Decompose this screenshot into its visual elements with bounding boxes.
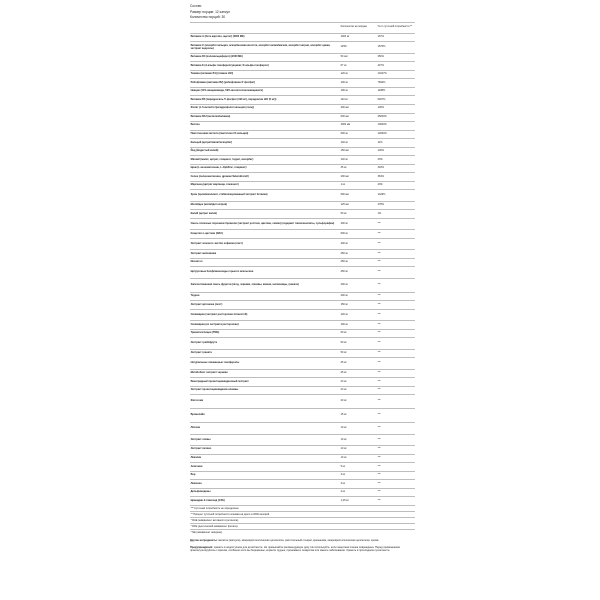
ingredient-amount: 250 мг (340, 250, 377, 259)
ingredient-name: Витамин Е (d-альфа-токоферилсукцинат, D-альфа-токоферол) (190, 62, 340, 71)
ingredient-daily-value: *** (377, 301, 415, 310)
ingredient-daily-value: 364% (377, 173, 415, 182)
table-row (190, 147, 415, 156)
ingredient-daily-value: 25000% (377, 113, 415, 122)
ingredient-daily-value: *** (377, 321, 415, 330)
ingredient-amount: 35 мг (340, 164, 377, 173)
warnings (190, 542, 415, 552)
ingredient-name: Лютеин (190, 423, 340, 434)
table-row (190, 230, 415, 239)
ingredient-daily-value: *** (377, 434, 415, 445)
ingredient-amount: 140 мг (340, 156, 377, 165)
ingredient-amount: 190 мг (340, 87, 377, 96)
ingredient-amount: 125 мкг (340, 201, 377, 210)
ingredient-daily-value: 100% (377, 105, 415, 114)
ingredient-daily-value: *** (377, 369, 415, 378)
ingredient-daily-value: *** (377, 250, 415, 259)
ingredient-name: Ликопин (190, 454, 340, 463)
ingredient-daily-value: 447% (377, 62, 415, 71)
table-row (190, 446, 415, 455)
ingredient-name: N-ацетил-L-цистеин (NAC) (190, 230, 340, 239)
ingredient-amount: 5 мг (340, 463, 377, 472)
other-ingredients (190, 535, 415, 542)
ingredient-amount: 200 мг (340, 278, 377, 292)
ingredient-amount: 10 мг (340, 446, 377, 455)
ingredient-amount: 23 мг (340, 378, 377, 387)
ingredient-amount: 600 мкг (340, 113, 377, 122)
ingredient-amount: 1155 г (340, 42, 377, 53)
table-row (190, 42, 415, 53)
table-header-row (190, 22, 415, 33)
ingredient-amount: 250 мг (340, 267, 377, 278)
footnote: * DFE (диетический эквивалент фолата). (190, 523, 415, 529)
ingredient-name: Виноградный проантоцианидиновый экстракт (190, 378, 340, 387)
ingredient-daily-value: *** (377, 423, 415, 434)
table-row (190, 181, 415, 190)
table-row (190, 105, 415, 114)
ingredient-name: Таурин (190, 292, 340, 301)
table-row (190, 338, 415, 349)
ingredient-daily-value: *** (377, 480, 415, 489)
ingredient-amount: 10 мг (340, 434, 377, 445)
ingredient-amount: 10 мг (340, 423, 377, 434)
ingredient-name: Силимарин (из экстракта расторопши) (190, 321, 340, 330)
table-row (190, 423, 415, 434)
ingredient-daily-value: *** (377, 238, 415, 249)
table-row (190, 267, 415, 278)
ingredient-name: Метабобиот экстракт черники (190, 369, 340, 378)
ingredient-amount: 10 мг (340, 454, 377, 463)
ingredient-daily-value: *** (377, 309, 415, 320)
ingredient-daily-value: 10417% (377, 70, 415, 79)
ingredient-name: Рибофлавин (витамин B2) (рибофлавин-5'-фосфат) (190, 79, 340, 88)
column-amount-header: Количество на порцию (340, 22, 377, 33)
ingredient-amount: 250 мг (340, 258, 377, 267)
ingredient-name: Витамин B6 (пиридоксаль-5'-фосфат (190 мг), пиридоксин HCl (5 мг)) (190, 96, 340, 105)
footnote: * RAE (эквивалент активности ретинола). (190, 517, 415, 523)
ingredient-amount: 600 мг (340, 230, 377, 239)
ingredient-daily-value: *** (377, 329, 415, 338)
table-row (190, 434, 415, 445)
ingredient-name: Бромелайн (190, 409, 340, 423)
table-row (190, 395, 415, 409)
ingredient-name: Молибден (молибдат натрия) (190, 201, 340, 210)
table-row (190, 33, 415, 42)
ingredient-daily-value: 1% (377, 210, 415, 219)
ingredient-daily-value: 1429% (377, 190, 415, 201)
ingredient-name: Дельфинидины (190, 488, 340, 497)
ingredient-name: Селен (селенометионин, дрожжи SelenoExcell) (190, 173, 340, 182)
ingredient-name: Биотин (190, 122, 340, 131)
ingredient-daily-value: 100% (377, 147, 415, 156)
ingredient-name: Йод (йодистый калий) (190, 147, 340, 156)
ingredient-name: Витамин С (аскорбат кальция, аскорбиновая кислота, аскорбат калия/магния, аскорбат натрия, аскорбат цинка, экстракт ацеролы) (190, 42, 340, 53)
table-row (190, 369, 415, 378)
table-row (190, 218, 415, 229)
ingredient-name: Хром (хромпиколинат, стабилизированный экстракт бетаина) (190, 190, 340, 201)
table-row (190, 309, 415, 320)
ingredient-name: Смесь полезных порошков брокколи (экстракт ростков, цветков, семян) (содержит глюкозинолаты, сульфорафан) (190, 218, 340, 229)
table-row (190, 238, 415, 249)
ingredient-amount: 50 мг (340, 349, 377, 358)
ingredient-amount: 400 мг (340, 218, 377, 229)
ingredient-amount: 150 мкг (340, 147, 377, 156)
table-row (190, 96, 415, 105)
ingredient-name: Ниацин (41% ниацинамида, 59% инозитолгексаниацината) (190, 87, 340, 96)
ingredient-name: Пантотеновая кислота (пантотенат D-кальция) (190, 130, 340, 139)
ingredient-name: Цитрусовые биофлавоноиды горького апельсина (190, 267, 340, 278)
table-row (190, 386, 415, 395)
table-row (190, 454, 415, 463)
supplement-facts-document (190, 4, 415, 552)
ingredient-amount: 100 мг (340, 321, 377, 330)
table-row (190, 79, 415, 88)
table-row (190, 497, 415, 505)
table-row (190, 190, 415, 201)
facts-title: Состав: (190, 4, 202, 8)
serving-size: Размер порции: 12 капсул (190, 9, 230, 14)
table-row (190, 70, 415, 79)
ingredient-daily-value: *** (377, 463, 415, 472)
ingredient-daily-value: 1570% (377, 42, 415, 53)
table-row (190, 130, 415, 139)
ingredient-daily-value: 10000% (377, 122, 415, 131)
ingredient-daily-value: *** (377, 454, 415, 463)
ingredient-daily-value: *** (377, 349, 415, 358)
table-row (190, 480, 415, 489)
table-row (190, 164, 415, 173)
ingredient-daily-value: 11% (377, 139, 415, 148)
ingredient-name: Цинк (L-монометионин, L-OptiZinc, глицинат) (190, 164, 340, 173)
ingredient-daily-value: 278% (377, 201, 415, 210)
ingredient-amount: 400 мкг (340, 105, 377, 114)
table-row (190, 201, 415, 210)
ingredient-amount: 60 мг (340, 329, 377, 338)
ingredient-daily-value: 250% (377, 53, 415, 62)
ingredient-amount: 50 мг (340, 210, 377, 219)
table-row (190, 292, 415, 301)
footnote: * NE (эквивалент ниацина). (190, 529, 415, 535)
ingredient-name: Тиамин (витамин B1) (тиамин HCl) (190, 70, 340, 79)
ingredient-amount: 110 мг (340, 96, 377, 105)
table-row (190, 258, 415, 267)
table-row (190, 113, 415, 122)
ingredient-amount: 200 мг (340, 292, 377, 301)
ingredient-amount: 600 мг (340, 130, 377, 139)
ingredient-daily-value: 1188% (377, 87, 415, 96)
footnote: ** Процент суточной потребности основан на диете в 2000 калорий. (190, 511, 415, 517)
other-ingredients-text: желатин (капсула), микрокристаллическая целлюлоза, растительный стеарат, кремнезем, микрокристаллическая целлюлоза, хрома. (218, 538, 380, 542)
table-row (190, 488, 415, 497)
ingredient-amount: 1000 мг (340, 33, 377, 42)
servings-count: Количество порций: 30 (190, 15, 226, 20)
ingredient-name: Бор (190, 471, 340, 480)
ingredient-amount: 1,25 мг (340, 497, 377, 505)
ingredient-amount: 150 мг (340, 301, 377, 310)
ingredient-daily-value: *** (377, 218, 415, 229)
table-row (190, 278, 415, 292)
ingredient-amount: 15 мг (340, 409, 377, 423)
ingredient-name: Фитосома (190, 395, 340, 409)
ingredient-daily-value: *** (377, 386, 415, 395)
table-row (190, 173, 415, 182)
ingredient-daily-value: 33% (377, 156, 415, 165)
footnotes (190, 505, 415, 535)
ingredient-name: Кальций (цитрат/малат/аскорбат) (190, 139, 340, 148)
ingredient-amount: 400 мг (340, 238, 377, 249)
ingredient-amount: 3 мг (340, 480, 377, 489)
warnings-text: хранить в недоступном для детей месте. Не превышайте рекомендуемую дозу. Не используйте, если защитная пленка повреждена. Перед применением проконсультируйтесь с врачом, особенно если вы беременны, кормите грудью, принимаете лекарства или имеете заболевания. Хранить в прохладном сухом месте. (190, 545, 400, 552)
footnote: *** Суточная потребность не определена. (190, 505, 415, 511)
ingredient-amount: 200 мкг (340, 173, 377, 182)
ingredient-daily-value: *** (377, 267, 415, 278)
ingredient-name: Калий (цитрат калия) (190, 210, 340, 219)
ingredient-name: Витамин D3 (холекальциферол) (2000 МЕ) (190, 53, 340, 62)
ingredient-name: Экстракт артишока (лист) (190, 301, 340, 310)
column-dv-header: % от суточной потребности ** (377, 22, 415, 33)
ingredient-daily-value: *** (377, 358, 415, 369)
ingredient-daily-value: *** (377, 230, 415, 239)
ingredient-daily-value: 7692% (377, 79, 415, 88)
facts-table (190, 22, 415, 505)
ingredient-amount: 23 мг (340, 386, 377, 395)
ingredient-amount: 500 мкг (340, 190, 377, 201)
table-row (190, 349, 415, 358)
table-row (190, 87, 415, 96)
ingredient-daily-value: *** (377, 258, 415, 267)
ingredient-amount: 20 мг (340, 395, 377, 409)
ingredient-name: Экстракт граната (190, 349, 340, 358)
ingredient-name: Натуральные смешанные токоферолы (190, 358, 340, 369)
ingredient-daily-value: *** (377, 409, 415, 423)
ingredient-name: Инозитол (190, 258, 340, 267)
ingredient-name: Марганец (цитрат марганца, глюконат) (190, 181, 340, 190)
ingredient-daily-value: *** (377, 446, 415, 455)
table-body (190, 33, 415, 505)
ingredient-name: Экстракт зеленого чая без кофеина (лист) (190, 238, 340, 249)
table-row (190, 210, 415, 219)
ingredient-amount: 1 мг (340, 181, 377, 190)
ingredient-amount: 140 мг (340, 139, 377, 148)
ingredient-amount: 100 мг (340, 79, 377, 88)
table-row (190, 139, 415, 148)
other-ingredients-label: Другие ингредиенты: (190, 538, 218, 542)
ingredient-daily-value: *** (377, 488, 415, 497)
table-row (190, 122, 415, 131)
ingredient-daily-value: *** (377, 497, 415, 505)
ingredient-amount: 25 мг (340, 358, 377, 369)
ingredient-name: Триметилглицин (TMG) (190, 329, 340, 338)
ingredient-amount: 25 мг (340, 369, 377, 378)
ingredient-amount: 120 мг (340, 70, 377, 79)
ingredient-name: Магний (малат, цитрат, глицинат, таурат, аскорбат) (190, 156, 340, 165)
ingredient-daily-value: 6467% (377, 96, 415, 105)
table-row (190, 301, 415, 310)
column-name-header (190, 22, 340, 33)
ingredient-name: Экстракт пепино (190, 446, 340, 455)
table-row (190, 250, 415, 259)
ingredient-amount: 67 мг (340, 62, 377, 71)
table-row (190, 378, 415, 387)
table-row (190, 409, 415, 423)
ingredient-name: Экстракт оливы (190, 434, 340, 445)
ingredient-name: Лимонен (190, 480, 340, 489)
table-row (190, 53, 415, 62)
ingredient-name: Экстракт проантоцианидинов клюквы (190, 386, 340, 395)
ingredient-amount: 3000 мкг (340, 122, 377, 131)
warnings-label: Предупреждения: (190, 545, 214, 549)
ingredient-amount: 120 мг (340, 309, 377, 320)
ingredient-daily-value: *** (377, 378, 415, 387)
ingredient-name: Силимарин (экстракт расторопши пятнистой) (190, 309, 340, 320)
ingredient-daily-value: 12000% (377, 130, 415, 139)
table-row (190, 329, 415, 338)
ingredient-daily-value: *** (377, 292, 415, 301)
table-row (190, 471, 415, 480)
ingredient-amount: 50 мг (340, 338, 377, 349)
table-row (190, 156, 415, 165)
ingredient-name: Запатентованная смесь фруктов (ягод, черники, клюквы, вишни, шелковицы, граната) (190, 278, 340, 292)
table-row (190, 358, 415, 369)
ingredient-amount: 2 мг (340, 488, 377, 497)
ingredient-name: Экстракт шиповника (190, 250, 340, 259)
ingredient-daily-value: *** (377, 471, 415, 480)
ingredient-name: Цианидин-3-гликозид (C3G) (190, 497, 340, 505)
ingredient-daily-value: *** (377, 395, 415, 409)
ingredient-amount: 50 мкг (340, 53, 377, 62)
ingredient-daily-value: 167% (377, 33, 415, 42)
ingredient-daily-value: 318% (377, 164, 415, 173)
table-row (190, 463, 415, 472)
ingredient-name: Апигенин (190, 463, 340, 472)
ingredient-daily-value: 43% (377, 181, 415, 190)
table-row (190, 321, 415, 330)
ingredient-amount: 3 мг (340, 471, 377, 480)
ingredient-name: Фолат (L-5-метилтетрагидрофолат кальция (соль)) (190, 105, 340, 114)
table-row (190, 62, 415, 71)
ingredient-name: Витамин B12 (метилкобаламин) (190, 113, 340, 122)
ingredient-name: Экстракт грейпфрута (190, 338, 340, 349)
ingredient-name: Витамин А (бета-каротин, ацетат) (3000 МЕ) (190, 33, 340, 42)
ingredient-daily-value: *** (377, 338, 415, 349)
ingredient-daily-value: *** (377, 278, 415, 292)
